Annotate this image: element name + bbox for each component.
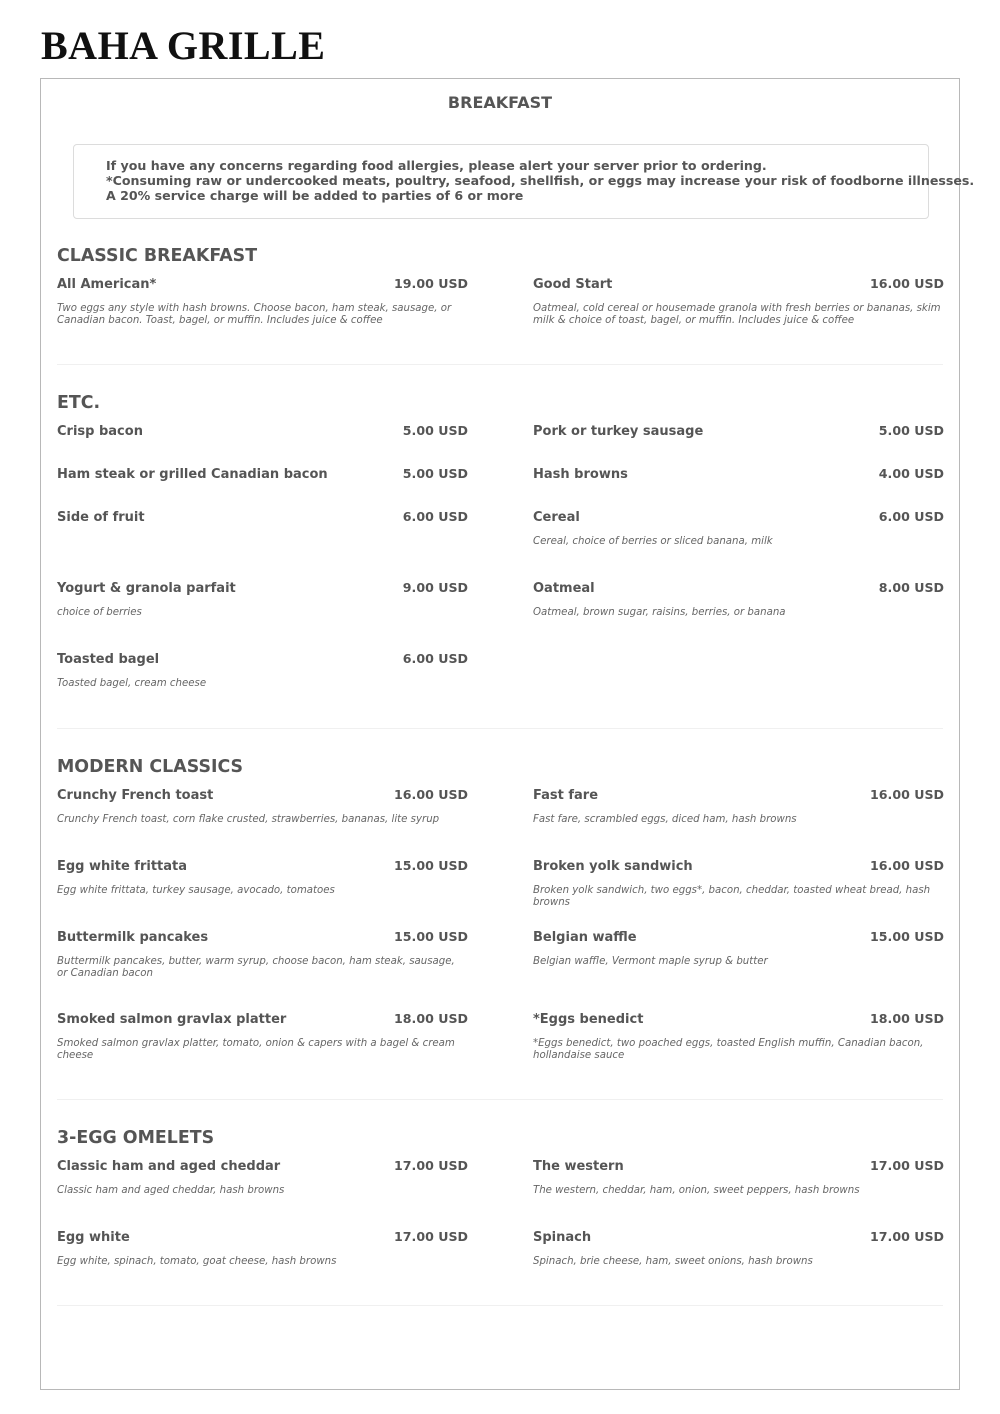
item-price: 16.00 USD	[870, 787, 944, 802]
section-divider	[57, 1099, 943, 1100]
item-name: The western	[533, 1159, 624, 1174]
item-name: Broken yolk sandwich	[533, 859, 693, 874]
item-description: Buttermilk pancakes, butter, warm syrup, choose bacon, ham steak, sausage, or Canadian bacon	[57, 956, 455, 980]
item-name: All American*	[57, 277, 157, 292]
item-name: Fast fare	[533, 788, 599, 803]
item-description: Classic ham and aged cheddar, hash browns	[57, 1185, 285, 1196]
menu-item	[533, 509, 944, 548]
item-price: 18.00 USD	[870, 1011, 944, 1026]
item-name: Classic ham and aged cheddar	[57, 1159, 281, 1174]
item-price: 5.00 USD	[402, 423, 468, 438]
item-name: Pork or turkey sausage	[533, 424, 704, 439]
item-price: 5.00 USD	[402, 466, 468, 481]
item-name: *Eggs benedict	[533, 1012, 644, 1027]
item-price: 19.00 USD	[394, 276, 468, 291]
item-description: choice of berries	[57, 607, 142, 618]
item-price: 17.00 USD	[394, 1158, 468, 1173]
menu-item	[57, 423, 468, 440]
menu-item	[57, 929, 468, 981]
item-price: 8.00 USD	[878, 580, 944, 595]
item-description: Cereal, choice of berries or sliced banana, milk	[533, 536, 773, 547]
item-name: Crunchy French toast	[57, 788, 214, 803]
item-price: 18.00 USD	[394, 1011, 468, 1026]
menu-item	[57, 1158, 468, 1197]
brand-logo: BAHA GRILLE	[41, 23, 326, 68]
item-price: 5.00 USD	[878, 423, 944, 438]
menu-item	[533, 580, 944, 619]
item-price: 16.00 USD	[870, 276, 944, 291]
menu-item	[57, 651, 468, 690]
menu-item	[57, 858, 468, 897]
item-name: Egg white frittata	[57, 859, 188, 874]
item-name: Egg white	[57, 1230, 130, 1245]
notice-line: *Consuming raw or undercooked meats, poultry, seafood, shellfish, or eggs may increase your risk of foodborne illnesses.	[106, 173, 975, 188]
notice-line: A 20% service charge will be added to parties of 6 or more	[106, 188, 524, 203]
section-classic-breakfast	[57, 246, 944, 327]
section-title: 3-EGG OMELETS	[57, 1128, 215, 1148]
item-description: Two eggs any style with hash browns. Choose bacon, ham steak, sausage, or Canadian bacon. Toast, bagel, or muffin. Includes juice & coffee	[57, 303, 452, 327]
menu-item	[533, 466, 944, 483]
section-modern-classics	[57, 757, 944, 1062]
menu-item	[57, 1229, 468, 1268]
item-description: Spinach, brie cheese, ham, sweet onions, hash browns	[533, 1256, 813, 1267]
item-name: Yogurt & granola parfait	[57, 581, 236, 596]
item-description: Fast fare, scrambled eggs, diced ham, hash browns	[533, 814, 797, 825]
menu-item	[533, 929, 944, 968]
item-price: 6.00 USD	[402, 651, 468, 666]
item-price: 16.00 USD	[870, 858, 944, 873]
item-name: Smoked salmon gravlax platter	[57, 1012, 287, 1027]
notice-line: If you have any concerns regarding food allergies, please alert your server prior to ordering.	[106, 158, 767, 173]
item-price: 15.00 USD	[394, 858, 468, 873]
section-divider	[57, 728, 943, 729]
menu-item	[57, 580, 468, 619]
item-description: Belgian waffle, Vermont maple syrup & butter	[533, 956, 768, 967]
item-description: Crunchy French toast, corn flake crusted, strawberries, bananas, lite syrup	[57, 814, 440, 825]
item-price: 6.00 USD	[402, 509, 468, 524]
section-divider	[57, 364, 943, 365]
item-name: Spinach	[533, 1230, 592, 1245]
menu-item	[57, 466, 468, 483]
item-name: Hash browns	[533, 467, 628, 482]
allergy-notice	[73, 144, 975, 219]
item-name: Belgian waffle	[533, 930, 637, 945]
item-description: Oatmeal, cold cereal or housemade granola with fresh berries or bananas, skim milk & choice of toast, bagel, or muffin. Includes juice & coffee	[533, 303, 941, 327]
item-name: Cereal	[533, 510, 580, 525]
section-title: ETC.	[57, 393, 101, 413]
menu-item	[533, 858, 944, 910]
menu-item	[533, 1158, 944, 1197]
item-description: Egg white, spinach, tomato, goat cheese, hash browns	[57, 1256, 337, 1267]
section-etc	[57, 393, 944, 689]
item-price: 17.00 USD	[394, 1229, 468, 1244]
item-name: Oatmeal	[533, 581, 595, 596]
section-title: MODERN CLASSICS	[57, 757, 244, 777]
menu-item	[533, 1229, 944, 1268]
menu-item	[57, 1011, 468, 1063]
item-price: 15.00 USD	[870, 929, 944, 944]
menu-item	[533, 423, 944, 440]
item-price: 17.00 USD	[870, 1229, 944, 1244]
item-description: Smoked salmon gravlax platter, tomato, onion & capers with a bagel & cream cheese	[57, 1038, 455, 1062]
menu-card	[40, 78, 975, 1390]
item-name: Toasted bagel	[57, 652, 160, 667]
menu-item	[533, 276, 944, 328]
section-divider	[57, 1305, 943, 1306]
item-price: 4.00 USD	[878, 466, 944, 481]
item-price: 9.00 USD	[402, 580, 468, 595]
item-price: 17.00 USD	[870, 1158, 944, 1173]
menu-item	[57, 276, 468, 328]
menu-item	[57, 787, 468, 826]
menu-title: BREAKFAST	[447, 93, 553, 112]
item-price: 15.00 USD	[394, 929, 468, 944]
item-price: 16.00 USD	[394, 787, 468, 802]
item-description: Toasted bagel, cream cheese	[57, 678, 207, 689]
menu-item	[533, 1011, 944, 1063]
item-description: *Eggs benedict, two poached eggs, toasted English muffin, Canadian bacon, hollandaise sauce	[533, 1038, 924, 1062]
item-price: 6.00 USD	[878, 509, 944, 524]
section-title: CLASSIC BREAKFAST	[57, 246, 258, 266]
item-description: Oatmeal, brown sugar, raisins, berries, or banana	[533, 607, 786, 618]
item-description: Broken yolk sandwich, two eggs*, bacon, cheddar, toasted wheat bread, hash browns	[533, 885, 931, 909]
menu-item	[57, 509, 468, 526]
menu-item	[533, 787, 944, 826]
item-description: Egg white frittata, turkey sausage, avocado, tomatoes	[57, 885, 335, 896]
item-name: Buttermilk pancakes	[57, 930, 209, 945]
item-description: The western, cheddar, ham, onion, sweet peppers, hash browns	[533, 1185, 860, 1196]
section-omelets	[57, 1128, 944, 1267]
item-name: Ham steak or grilled Canadian bacon	[57, 467, 328, 482]
item-name: Side of fruit	[57, 510, 145, 525]
item-name: Crisp bacon	[57, 424, 143, 439]
item-name: Good Start	[533, 277, 613, 292]
